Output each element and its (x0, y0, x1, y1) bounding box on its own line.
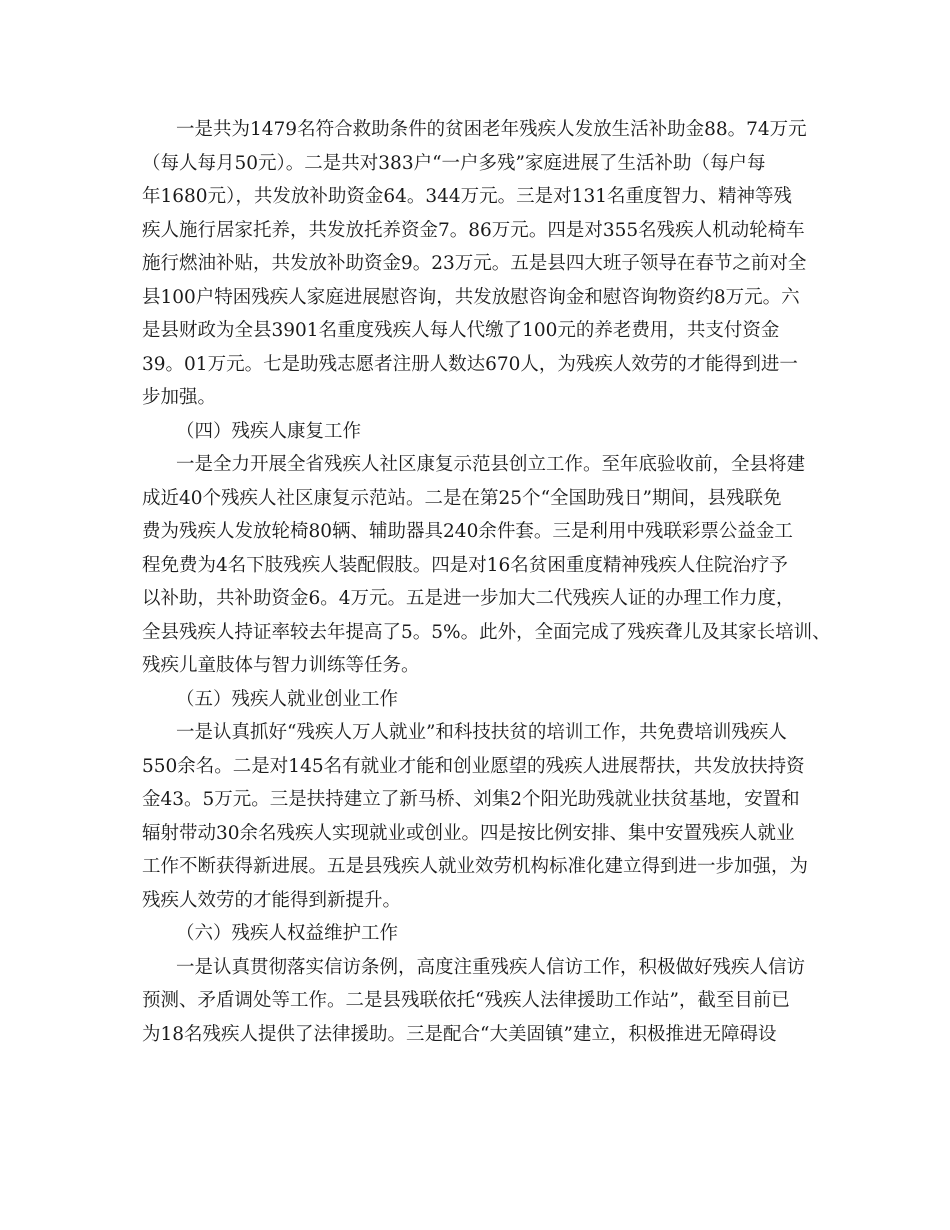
paragraph-line: 辐射带动30余名残疾人实现就业或创业。四是按比例安排、集中安置残疾人就业 (142, 823, 795, 844)
paragraph-line: 施行燃油补贴，共发放补助资金9。23万元。五是县四大班子领导在春节之前对全 (142, 253, 807, 274)
paragraph-line: 残疾人效劳的才能得到新提升。 (142, 890, 402, 911)
paragraph-line: 成近40个残疾人社区康复示范站。二是在第25个“全国助残日”期间，县残联免 (142, 488, 782, 509)
paragraph-line: 为18名残疾人提供了法律援助。三是配合“大美固镇”建立，积极推进无障碍设 (142, 1024, 777, 1045)
paragraph-line: 县100户特困残疾人家庭进展慰咨询，共发放慰咨询金和慰咨询物资约8万元。六 (142, 287, 800, 308)
paragraph-line: 程免费为4名下肢残疾人装配假肢。四是对16名贫困重度精神残疾人住院治疗予 (142, 555, 788, 576)
paragraph-line: （每人每月50元）。二是共对383户“一户多残”家庭进展了生活补助（每户每 (142, 153, 766, 174)
paragraph-line: 金43。5万元。三是扶持建立了新马桥、刘集2个阳光助残就业扶贫基地，安置和 (142, 789, 800, 810)
paragraph-line: 全县残疾人持证率较去年提高了5。5%。此外，全面完成了残疾聋儿及其家长培训、 (142, 622, 831, 643)
paragraph-line: 550余名。二是对145名有就业才能和创业愿望的残疾人进展帮扶，共发放扶持资 (142, 756, 805, 777)
paragraph-line: 步加强。 (142, 387, 217, 408)
paragraph-line: 以补助，共补助资金6。4万元。五是进一步加大二代残疾人证的办理工作力度， (142, 588, 795, 609)
paragraph-line: 残疾儿童肢体与智力训练等任务。 (142, 655, 420, 676)
paragraph-line: 预测、矛盾调处等工作。二是县残联依托“残疾人法律援助工作站”，截至目前已 (142, 990, 790, 1011)
paragraph-line: 费为残疾人发放轮椅80辆、辅助器具240余件套。三是利用中残联彩票公益金工 (142, 521, 793, 542)
paragraph-line: 一是全力开展全省残疾人社区康复示范县创立工作。至年底验收前，全县将建 (176, 454, 806, 475)
paragraph-line: 年1680元），共发放补助资金64。344万元。三是对131名重度智力、精神等残 (142, 186, 792, 207)
section-heading: （六）残疾人权益维护工作 (176, 923, 399, 944)
section-heading: （四）残疾人康复工作 (176, 421, 362, 442)
paragraph-line: 一是认真贯彻落实信访条例，高度注重残疾人信访工作，积极做好残疾人信访 (176, 957, 806, 978)
paragraph-line: 39。01万元。七是助残志愿者注册人数达670人，为残疾人效劳的才能得到进一 (142, 354, 798, 375)
paragraph-line: 是县财政为全县3901名重度残疾人每人代缴了100元的养老费用，共支付资金 (142, 320, 780, 341)
paragraph-line: 一是共为1479名符合救助条件的贫困老年残疾人发放生活补助金88。74万元 (176, 119, 807, 140)
paragraph-line: 疾人施行居家托养，共发放托养资金7。86万元。四是对355名残疾人机动轮椅车 (142, 220, 805, 241)
section-heading: （五）残疾人就业创业工作 (176, 689, 399, 710)
paragraph-line: 工作不断获得新进展。五是县残疾人就业效劳机构标准化建立得到进一步加强，为 (142, 856, 809, 877)
paragraph-line: 一是认真抓好“残疾人万人就业”和科技扶贫的培训工作，共免费培训残疾人 (176, 722, 787, 743)
